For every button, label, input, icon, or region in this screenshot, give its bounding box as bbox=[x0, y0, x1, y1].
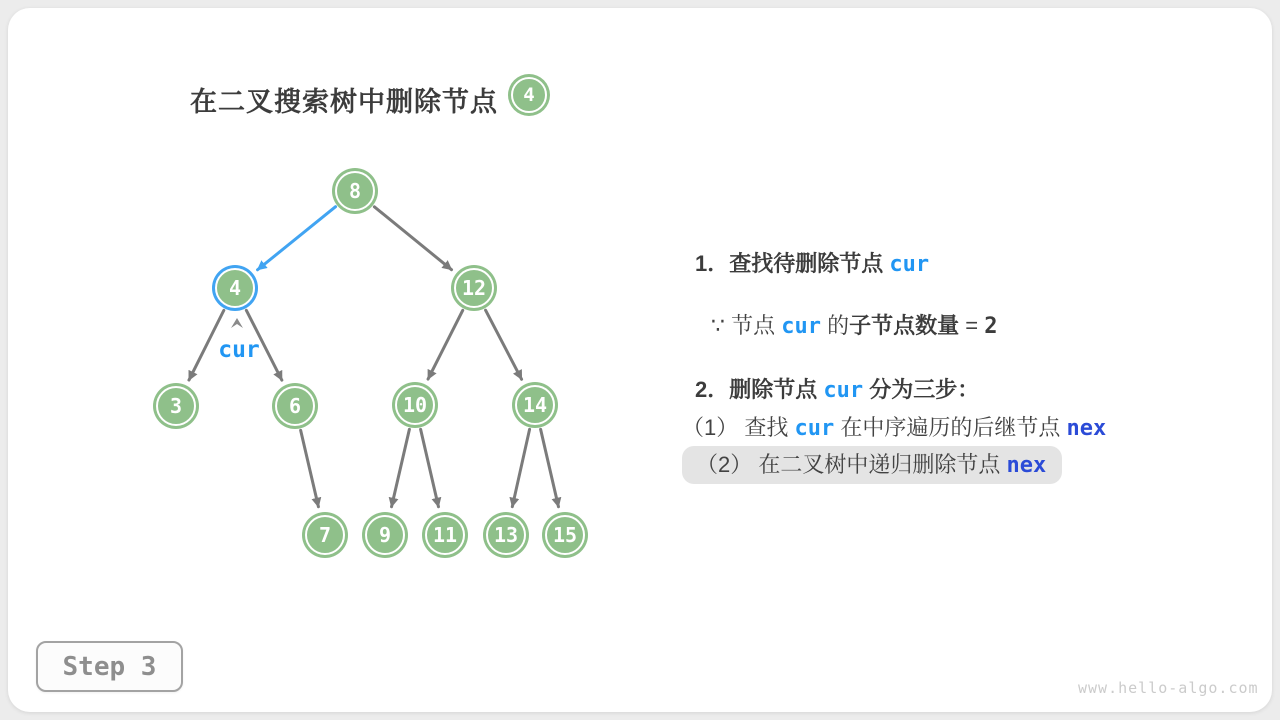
tree-edge-14-15 bbox=[541, 429, 559, 506]
code-token-cur: cur bbox=[823, 378, 864, 403]
note-line-5-highlighted bbox=[682, 446, 1062, 484]
tree-node-14: 14 bbox=[515, 385, 555, 425]
tree-node-9: 9 bbox=[365, 515, 405, 555]
code-token-cur: cur bbox=[781, 314, 821, 339]
note-text: 在中序遍历的后继节点 bbox=[834, 415, 1067, 440]
note-text: 的 bbox=[820, 313, 850, 338]
note-line-3 bbox=[695, 376, 979, 405]
tree-edge-10-11 bbox=[421, 429, 439, 506]
tree-node-11: 11 bbox=[425, 515, 465, 555]
step-button[interactable]: Step 3 bbox=[36, 641, 183, 692]
code-token-cur: cur bbox=[889, 252, 930, 277]
note-text: ∵ 节点 bbox=[711, 313, 782, 338]
code-token-nex: nex bbox=[1006, 453, 1047, 478]
tree-node-12: 12 bbox=[454, 268, 494, 308]
cur-pointer-label: cur bbox=[218, 337, 260, 363]
note-text: 子节点数量 bbox=[849, 313, 960, 338]
note-text: 2．删除节点 bbox=[695, 377, 824, 402]
tree-edge-12-14 bbox=[486, 310, 522, 379]
tree-edge-6-7 bbox=[301, 430, 319, 506]
tree-node-13: 13 bbox=[486, 515, 526, 555]
note-text: 2 bbox=[984, 314, 998, 339]
note-text: （1） 查找 bbox=[682, 415, 795, 440]
tree-node-15: 15 bbox=[545, 515, 585, 555]
tree-node-6: 6 bbox=[275, 386, 315, 426]
cur-caret-icon bbox=[231, 318, 243, 328]
note-text: = bbox=[959, 313, 985, 338]
code-token-cur: cur bbox=[794, 416, 835, 441]
tree-edge-14-13 bbox=[512, 429, 529, 506]
code-token-nex: nex bbox=[1066, 416, 1107, 441]
tree-node-4: 4 bbox=[215, 268, 255, 308]
note-line-4 bbox=[682, 414, 1106, 443]
tree-edge-8-4 bbox=[258, 207, 336, 270]
tree-edge-12-10 bbox=[428, 310, 463, 379]
note-text: 1．查找待删除节点 bbox=[695, 251, 890, 276]
title-step-badge: 4 bbox=[511, 77, 547, 113]
note-text: 分为三步： bbox=[863, 377, 980, 402]
page-title: 在二叉搜索树中删除节点 bbox=[190, 87, 498, 117]
tree-node-7: 7 bbox=[305, 515, 345, 555]
note-line-1 bbox=[695, 250, 929, 279]
footer-url: www.hello-algo.com bbox=[1078, 679, 1259, 697]
tree-node-8: 8 bbox=[335, 171, 375, 211]
note-text: （2） 在二叉树中递归删除节点 bbox=[696, 452, 1007, 477]
tree-node-10: 10 bbox=[395, 385, 435, 425]
tree-edge-10-9 bbox=[392, 429, 410, 506]
note-line-2 bbox=[711, 312, 997, 341]
tree-edge-8-12 bbox=[374, 207, 451, 270]
tree-node-3: 3 bbox=[156, 386, 196, 426]
